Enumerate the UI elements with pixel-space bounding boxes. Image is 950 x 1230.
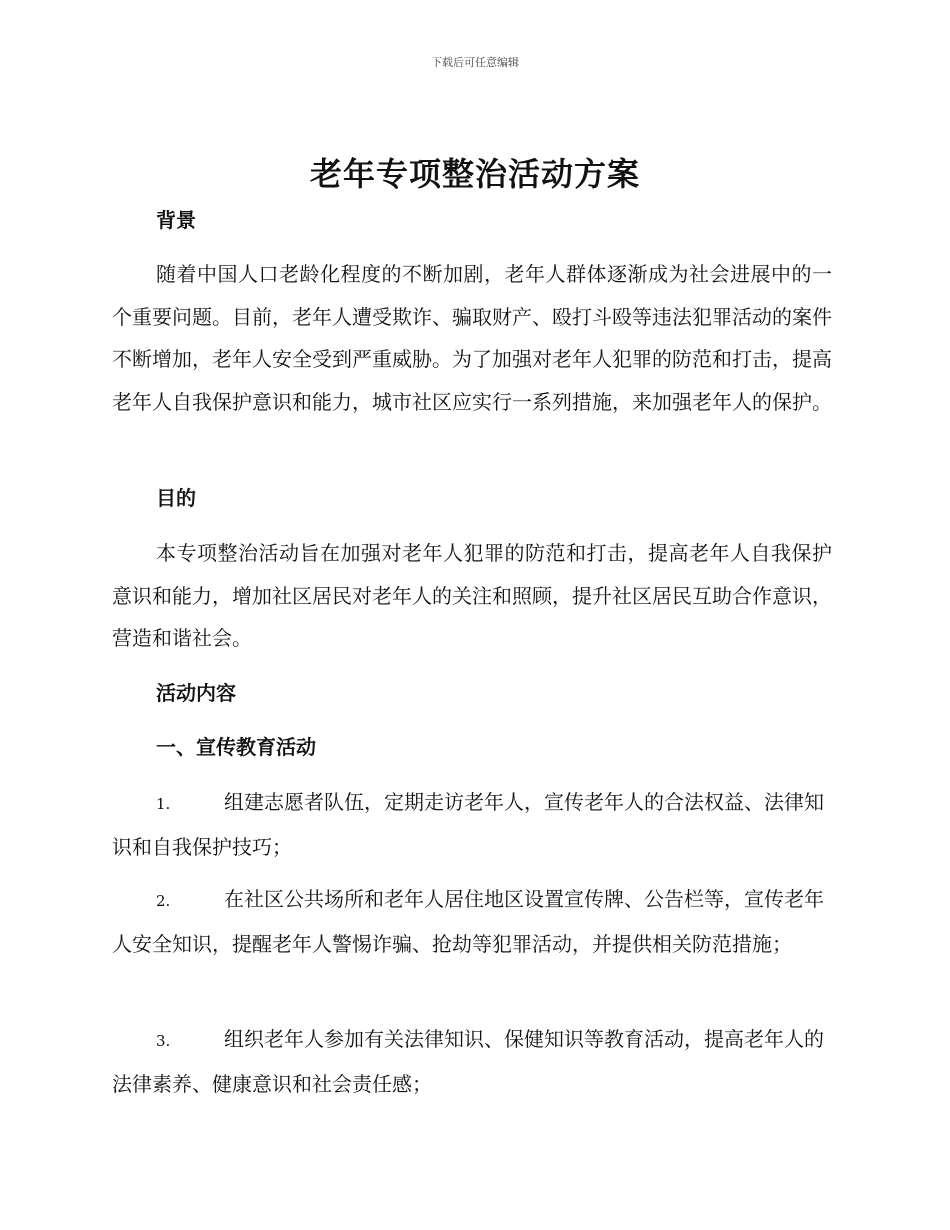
purpose-paragraph: 本专项整治活动旨在加强对老年人犯罪的防范和打击，提高老年人自我保护意识和能力，增加社区居民对老年人的关注和照顾，提升社区居民互助合作意识，营造和谐社会。 <box>112 541 832 650</box>
list-item <box>112 878 832 965</box>
section-heading-content: 活动内容 <box>156 681 236 705</box>
document-title: 老年专项整治活动方案 <box>309 155 640 193</box>
list-item-text: 组织老年人参加有关法律知识、保健知识等教育活动，提高老年人的法律素养、健康意识和社会责任感； <box>112 1027 824 1096</box>
background-paragraph: 随着中国人口老龄化程度的不断加剧，老年人群体逐渐成为社会进展中的一个重要问题。目前，老年人遭受欺诈、骗取财产、殴打斗殴等违法犯罪活动的案件不断增加，老年人安全受到严重威胁。为了加强对老年人犯罪的防范和打击，提高老年人自我保护意识和能力，城市社区应实行一系列措施，来加强老年人的保护。 <box>112 262 832 414</box>
list-item <box>112 1018 832 1105</box>
subsection-heading-publicity: 一、宣传教育活动 <box>156 735 316 759</box>
page-header-note: 下载后可任意编辑 <box>431 56 519 69</box>
list-item <box>112 781 832 868</box>
list-item-text: 组建志愿者队伍，定期走访老年人，宣传老年人的合法权益、法律知识和自我保护技巧； <box>112 790 824 859</box>
list-item-number: 1. <box>156 795 171 813</box>
list-item-number: 2. <box>156 892 171 910</box>
section-heading-purpose: 目的 <box>156 486 196 510</box>
section-heading-background: 背景 <box>156 208 196 232</box>
list-item-number: 3. <box>156 1032 171 1050</box>
list-item-text: 在社区公共场所和老年人居住地区设置宣传牌、公告栏等，宣传老年人安全知识，提醒老年人警惕诈骗、抢劫等犯罪活动，并提供相关防范措施； <box>112 887 824 956</box>
